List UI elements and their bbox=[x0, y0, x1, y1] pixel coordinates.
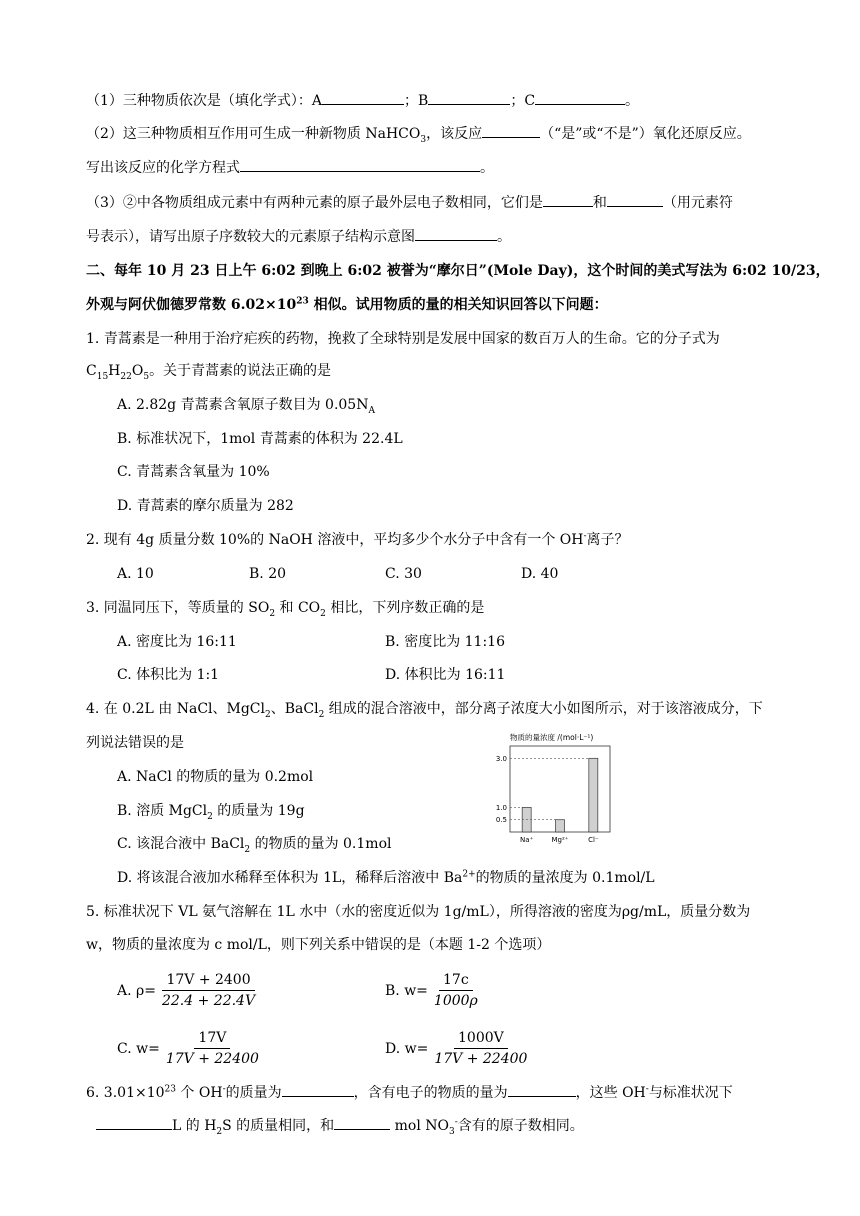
y-tick-label: 1.0 bbox=[495, 803, 507, 812]
answer-blank-element1[interactable] bbox=[543, 192, 593, 207]
answer-blank-moles[interactable] bbox=[334, 1115, 390, 1130]
q3-option-b[interactable]: B. 密度比为 11:16 bbox=[385, 634, 505, 650]
q5-stem-line1: 5. 标准状况下 VL 氨气溶解在 1L 水中（水的密度近似为 1g/mL），所得溶液的密度为ρg/mL，质量分数为 bbox=[86, 904, 751, 920]
x-tick-label: Na⁺ bbox=[520, 836, 534, 844]
bar bbox=[589, 758, 598, 832]
q1-stem-line2: $C_{15}H_{22}O_5$。关于青蒿素的说法正确的是 bbox=[86, 363, 332, 382]
q2-stem: 2. 现有 4g 质量分数 10%的 NaOH 溶液中，平均多少个水分子中含有一个 OH-离子？ bbox=[86, 531, 629, 548]
fraction-b: $\frac{17c}{1000\rho}$ bbox=[433, 972, 478, 1009]
part2-header-line2: 外观与阿伏伽德罗常数 $6.02\times 10^{23}$ 相似。试用物质的量的相关知识回答以下问题： bbox=[86, 296, 608, 313]
part1-q3-line1: （3）②中各物质组成元素中有两种元素的原子最外层电子数相同，它们是 和 （用元素符 bbox=[86, 192, 733, 213]
part2-header-line1: 二、每年 10 月 23 日上午 6:02 到晚上 6:02 被誉为“摩尔日”(Mole Day)，这个时间的美式写法为 6:02 10/23， bbox=[86, 263, 830, 279]
q4-option-c[interactable]: C. 该混合液中 BaCl$_2$ 的物质的量为 0.1mol bbox=[117, 836, 392, 855]
q2-option-a[interactable]: A. 10 bbox=[117, 566, 154, 582]
q1-stem-line1: 1. 青蒿素是一种用于治疗疟疾的药物，挽救了全球特别是发展中国家的数百万人的生命。它的分子式为 bbox=[86, 331, 720, 347]
q4-stem-line1: 4. 在 0.2L 由 NaCl、MgCl$_2$、BaCl$_2$ 组成的混合溶液中，部分离子浓度大小如图所示，对于该溶液成分，下 bbox=[86, 701, 763, 720]
q6-stem-line1: 6. $3.01\times 10^{23}$ 个 OH-的质量为 ，含有电子的物质的量为 ，这些 OH-与标准状况下 bbox=[86, 1082, 733, 1103]
fraction-d: $\frac{1000V}{17V + 22400}$ bbox=[434, 1030, 528, 1067]
q5-option-a[interactable]: A. ρ= $\frac{17V + 2400}{22.4 + 22.4V}$ bbox=[117, 972, 259, 1009]
fraction-a: $\frac{17V + 2400}{22.4 + 22.4V}$ bbox=[161, 972, 256, 1009]
part1-q1: （1）三种物质依次是（填化学式）：A ；B ；C 。 bbox=[86, 90, 639, 111]
x-tick-label: Mg²⁺ bbox=[551, 836, 569, 844]
ion-concentration-chart bbox=[480, 730, 620, 850]
q1-option-c[interactable]: C. 青蒿素含氧量为 10% bbox=[117, 464, 270, 480]
bar bbox=[556, 820, 565, 832]
chart-ylabel: 物质的量浓度 /(mol·L⁻¹) bbox=[510, 733, 594, 742]
q3-option-d[interactable]: D. 体积比为 16:11 bbox=[385, 667, 506, 683]
q3-stem: 3. 同温同压下，等质量的 $SO_2$ 和 $CO_2$ 相比，下列序数正确的是 bbox=[86, 600, 485, 619]
q4-option-d[interactable]: D. 将该混合液加水稀释至体积为 1L，稀释后溶液中 $Ba^{2+}$的物质的量浓度为 0.1mol/L bbox=[117, 869, 655, 886]
q1-option-a[interactable]: A. 2.82g 青蒿素含氧原子数目为 $0.05N_A$ bbox=[117, 397, 375, 416]
answer-blank-diagram[interactable] bbox=[415, 226, 497, 241]
answer-blank-element2[interactable] bbox=[607, 192, 663, 207]
part1-q3-line2: 号表示），请写出原子序数较大的元素原子结构示意图 。 bbox=[86, 226, 511, 247]
q6-stem-line2: L 的 $H_2S$ 的质量相同，和 mol $NO_3^-$含有的原子数相同。 bbox=[96, 1115, 584, 1136]
q2-option-d[interactable]: D. 40 bbox=[521, 566, 559, 582]
q5-option-b[interactable]: B. w= $\frac{17c}{1000\rho}$ bbox=[385, 972, 482, 1009]
q1-option-d[interactable]: D. 青蒿素的摩尔质量为 282 bbox=[117, 498, 294, 514]
answer-blank-electrons[interactable] bbox=[508, 1082, 576, 1097]
q3-option-a[interactable]: A. 密度比为 16:11 bbox=[117, 634, 237, 650]
q4-option-b[interactable]: B. 溶质 MgCl$_2$ 的质量为 19g bbox=[117, 803, 305, 822]
q2-option-c[interactable]: C. 30 bbox=[385, 566, 422, 582]
q5-option-d[interactable]: D. w= $\frac{1000V}{17V + 22400}$ bbox=[385, 1030, 531, 1067]
answer-blank-c[interactable] bbox=[535, 90, 625, 105]
answer-blank-equation[interactable] bbox=[240, 157, 480, 172]
q4-option-a[interactable]: A. NaCl 的物质的量为 0.2mol bbox=[117, 769, 314, 785]
q3-option-c[interactable]: C. 体积比为 1:1 bbox=[117, 667, 220, 683]
answer-blank-volume[interactable] bbox=[96, 1115, 172, 1130]
y-tick-label: 3.0 bbox=[495, 754, 507, 763]
y-tick-label: 0.5 bbox=[495, 816, 507, 825]
x-tick-label: Cl⁻ bbox=[588, 836, 599, 844]
q1-option-b[interactable]: B. 标准状况下，1mol 青蒿素的体积为 22.4L bbox=[117, 431, 403, 447]
chart-marks bbox=[496, 746, 610, 844]
q5-stem-line2: w，物质的量浓度为 c mol/L，则下列关系中错误的是（本题 1-2 个选项） bbox=[86, 937, 551, 953]
answer-blank-a[interactable] bbox=[322, 90, 404, 105]
q4-stem-line2: 列说法错误的是 bbox=[86, 735, 184, 751]
answer-blank-mass[interactable] bbox=[282, 1082, 354, 1097]
q2-option-b[interactable]: B. 20 bbox=[249, 566, 287, 582]
part1-q2-line2: 写出该反应的化学方程式 。 bbox=[86, 157, 494, 178]
fraction-c: $\frac{17V}{17V + 22400}$ bbox=[165, 1030, 259, 1067]
part1-q2-line1: （2）这三种物质相互作用可生成一种新物质 NaHCO$_3$，该反应 （“是”或“不是”）氧化还原反应。 bbox=[86, 123, 751, 144]
answer-blank-b[interactable] bbox=[428, 90, 510, 105]
q5-option-c[interactable]: C. w= $\frac{17V}{17V + 22400}$ bbox=[117, 1030, 263, 1067]
answer-blank-redox[interactable] bbox=[482, 123, 540, 138]
